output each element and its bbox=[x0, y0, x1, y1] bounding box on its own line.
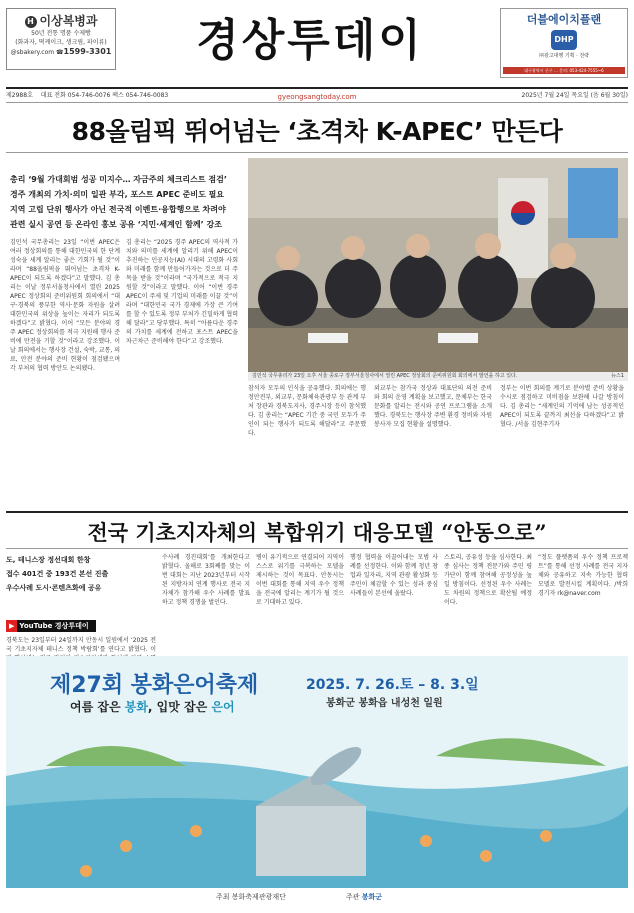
subhead-line: 우수사례 도시·콘텐츠화에 공유 bbox=[6, 584, 102, 592]
organizer-label: 주관 bbox=[346, 893, 360, 901]
second-headline-rule bbox=[6, 548, 628, 549]
lead-body-col4: 참석자 모두의 인식을 공유했다. 회의에는 행정안전부, 외교부, 문화체육관광부 등 관계 부처 장관과 경북도지사, 경주시장 등이 참석했다. 김 총리는 “APEC 기간 중 국민 모두가 주인이 되는 행사가 되도록 해달라”고 주문했다. bbox=[248, 385, 366, 437]
second-body-col2: 수사례 경진대회’를 개최한다고 밝혔다. 올해로 3회째를 맞는 이번 대회는 지난 2023년부터 시작된 지방자치 연계 행사로 전국 지자체가 참가해 우수 사례를 발표하고 정책 경쟁을 벌인다. bbox=[162, 554, 250, 606]
bakery-logo-icon: H bbox=[25, 16, 37, 28]
ad-company-bar: 대구광역시 중구 … 문의: 053-424-7555~6 bbox=[503, 67, 625, 74]
ad-phone: 1599-3301 bbox=[63, 47, 112, 56]
phone-icon: ☎ bbox=[56, 49, 64, 56]
newspaper-title: 경상투데이 bbox=[196, 15, 424, 66]
issue-date: 2025년 7월 24일 목요일 (음 6월 30일) bbox=[521, 92, 628, 99]
festival-venue: 봉화군 봉화읍 내성천 일원 bbox=[326, 698, 443, 709]
masthead-rule bbox=[6, 87, 628, 89]
photo-caption bbox=[248, 372, 628, 381]
ad-company-sub: ㈜광고대행 기획 · 전략 bbox=[539, 53, 589, 59]
second-body-col4: 행정 협력을 이끌어내는 모범 사례를 선정한다. 이와 함께 청년 창업과 일자리, 지역 관광 활성화 등 주민이 체감할 수 있는 성과 중심 사례들이 본선에 올랐다. bbox=[350, 554, 438, 597]
issue-info bbox=[6, 90, 628, 100]
slogan-part: 여름 잡은 bbox=[70, 700, 125, 714]
ad-contact bbox=[7, 47, 115, 57]
organizer-name: 봉화군 bbox=[361, 893, 383, 901]
lead-headline[interactable]: 88올림픽 뛰어넘는 ‘초격차 K-APEC’ 만든다 bbox=[71, 117, 563, 146]
second-body-col5: 스토리, 공유성 등을 심사한다. 최종 심사는 정책 전문가와 주민 평가단이 함께 참여해 공정성을 높일 방침이다. 선정된 우수 사례는 도 차원의 정책으로 확산될 예정이다. bbox=[444, 554, 532, 606]
subhead-line: 도, 테니스장 정선대회 한창 bbox=[6, 556, 91, 564]
youtube-play-icon: ▶ bbox=[6, 620, 17, 632]
ad-brand bbox=[7, 12, 115, 29]
lead-body-col2: 김 총리는 “2025 경주 APEC의 역사적 가치와 의미를 세계에 알리기 위해 APEC이 추진하는 인공지능(AI) 시대의 고령화 사회와 미래를 함께 만들어가자는 것으로 더 주목을 받을 것”이라며 “국가적으로 적극 지원할 것”이라고 말했다. 이어 “이번 경주 APEC이 주세 및 기업의 미래를 이끌 것”이라며 “대한민국 국가 경제에 가장 큰 기여를 할 수 있도록 정부 부처가 긴밀하게 협력해 달라”고 당부했다. 특히 “아름다운 경주의 가치를 세계에 전하고 포스트 APEC을 차근차근 준비해야 한다”고 강조했다. bbox=[126, 239, 238, 345]
second-body-col1: 경북도는 23일부터 24일까지 안동시 일원에서 ‘2025 전국 기초지자체 테니스 정책 박람회’를 연다고 밝혔다. 이 bbox=[6, 637, 156, 653]
issue-number: 제2988호 bbox=[6, 92, 33, 99]
headline-rule bbox=[6, 152, 628, 153]
festival-advertisement[interactable] bbox=[6, 656, 628, 906]
slogan-highlight: 봉화 bbox=[124, 700, 148, 714]
host-name: 봉화축제관광재단 bbox=[231, 893, 286, 901]
lead-body-col6: 정부는 이번 회의를 계기로 분야별 준비 상황을 수시로 점검하고 미비점을 보완해 나갈 방침이다. 김 총리는 “세계인의 기억에 남는 성공적인 APEC이 되도록 끝까지 최선을 다하겠다”고 밝혔다. /서울 김현주기자 bbox=[500, 385, 624, 428]
deck-line: 지역 고립 단위 행사가 아닌 전국적 이벤트·융합행으로 차려야 bbox=[10, 205, 226, 214]
right-advertisement[interactable] bbox=[500, 8, 628, 78]
festival-dates: 2025. 7. 26.토 – 8. 3.일 bbox=[306, 677, 479, 693]
second-headline[interactable]: 전국 기초지자체의 복합위기 대응모델 “안동으로” bbox=[87, 520, 547, 545]
festival-host bbox=[216, 892, 286, 902]
newspaper-url[interactable]: gyeongsangtoday.com bbox=[277, 93, 357, 101]
host-label: 주최 bbox=[216, 893, 230, 901]
slogan-highlight: 은어 bbox=[211, 700, 235, 714]
issue-rule bbox=[6, 102, 628, 103]
festival-slogan bbox=[70, 698, 235, 715]
photo-credit: 뉴스1 bbox=[611, 373, 624, 379]
second-body-col3: 병이 유기적으로 연결되어 지역이 스스로 위기를 극복하는 모델을 제시하는 것이 목표다. 안동시는 이번 대회를 통해 지역 우수 정책을 전국에 알리는 계기가 될 것으로 기대하고 있다. bbox=[256, 554, 344, 606]
section-rule bbox=[6, 511, 628, 513]
subhead-line: 접수 401건 중 193건 본선 진출 bbox=[6, 570, 109, 578]
photo-caption-text: 김민석 국무총리가 23일 오후 서울 종로구 정부서울청사에서 열린 APEC 정상회의 준비위원회 회의에서 발언을 하고 있다. bbox=[252, 373, 518, 379]
lead-body-col1: 김민석 국무총리는 23일 “이번 APEC은 여러 정상회의를 통해 대한민국의 한 단계 성숙을 세계 알리는 좋은 기회가 될 것”이라며 “88올림픽을 뛰어넘는 초격차 K-APEC이 되도록 하겠다”고 말했다. 김 총리는 이날 정부서울청사에서 열린 2025 APEC 정상회의 준비위원회 회의에서 “대구·경북의 풍부한 역사·문화 자원을 살려 대한민국의 위상을 높이는 자리가 되도록 하겠다”고 밝혔다. 이어 “모든 분야의 경주 APEC 정상회의를 적극 지원해 행사 준비에 만전을 기할 것”이라고 강조했다. 이날 회의에서는 행사장 건설, 숙박, 교통, 의료, 안전 분야의 준비 현황이 점검됐으며 각 부처의 협력 방안도 논의됐다. bbox=[10, 239, 120, 372]
lead-body-col5: 외교부는 참가국 정상과 대표단의 의전 준비와 회의 운영 계획을 보고했고, 문체부는 한국 문화를 알리는 전시와 공연 프로그램을 소개했다. 경북도는 행사장 주변 환경 정비와 자원봉사자 모집 현황을 설명했다. bbox=[374, 385, 492, 428]
festival-title: 제27회 봉화은어축제 bbox=[50, 673, 259, 698]
youtube-label: YouTube 경상투데이 bbox=[19, 622, 89, 630]
festival-organizer bbox=[346, 892, 382, 902]
deck-line: 경주 개최의 가치·의미 일관 부각, 포스트 APEC 준비도 필요 bbox=[10, 190, 225, 199]
ad-tagline: 50년 전통 명품 수제빵 bbox=[31, 30, 91, 37]
second-body-col6: “정도 플랫폼의 우수 정책 프로젝트”를 통해 선정 사례를 전국 지자체와 공유하고 지속 가능한 협력 모델로 발전시킬 계획이다. /박희경기자 rk@naver.com bbox=[538, 554, 628, 597]
second-subheads bbox=[6, 553, 156, 595]
ad-brand-name: 이상복병과 bbox=[39, 14, 98, 28]
meeting-photo bbox=[248, 158, 628, 378]
lead-photo bbox=[248, 158, 628, 378]
dhp-logo-icon: DHP bbox=[551, 30, 577, 50]
ad-web: @sbakery.com bbox=[10, 49, 55, 56]
deck-line: 관련 실시 공연 등 온라인 홍보 공유 ‘지민·세계인 함께’ 강조 bbox=[10, 220, 222, 229]
ad-products: (화과자, 떡케이크, 생크림, 파이류) bbox=[15, 39, 107, 46]
ad-company-name: 더블에이치플랜 bbox=[526, 13, 602, 26]
issue-contacts: 대표 전화 054-746-0076 팩스 054-746-0083 bbox=[40, 92, 169, 99]
youtube-badge[interactable] bbox=[6, 620, 96, 632]
slogan-part: , 입맛 잡은 bbox=[147, 700, 212, 714]
left-advertisement[interactable] bbox=[6, 8, 116, 70]
lead-deck bbox=[10, 172, 235, 232]
deck-line: 총리 ‘9월 가대회범 성공 미지수… 자금주의 체크리스트 점검’ bbox=[10, 175, 227, 184]
